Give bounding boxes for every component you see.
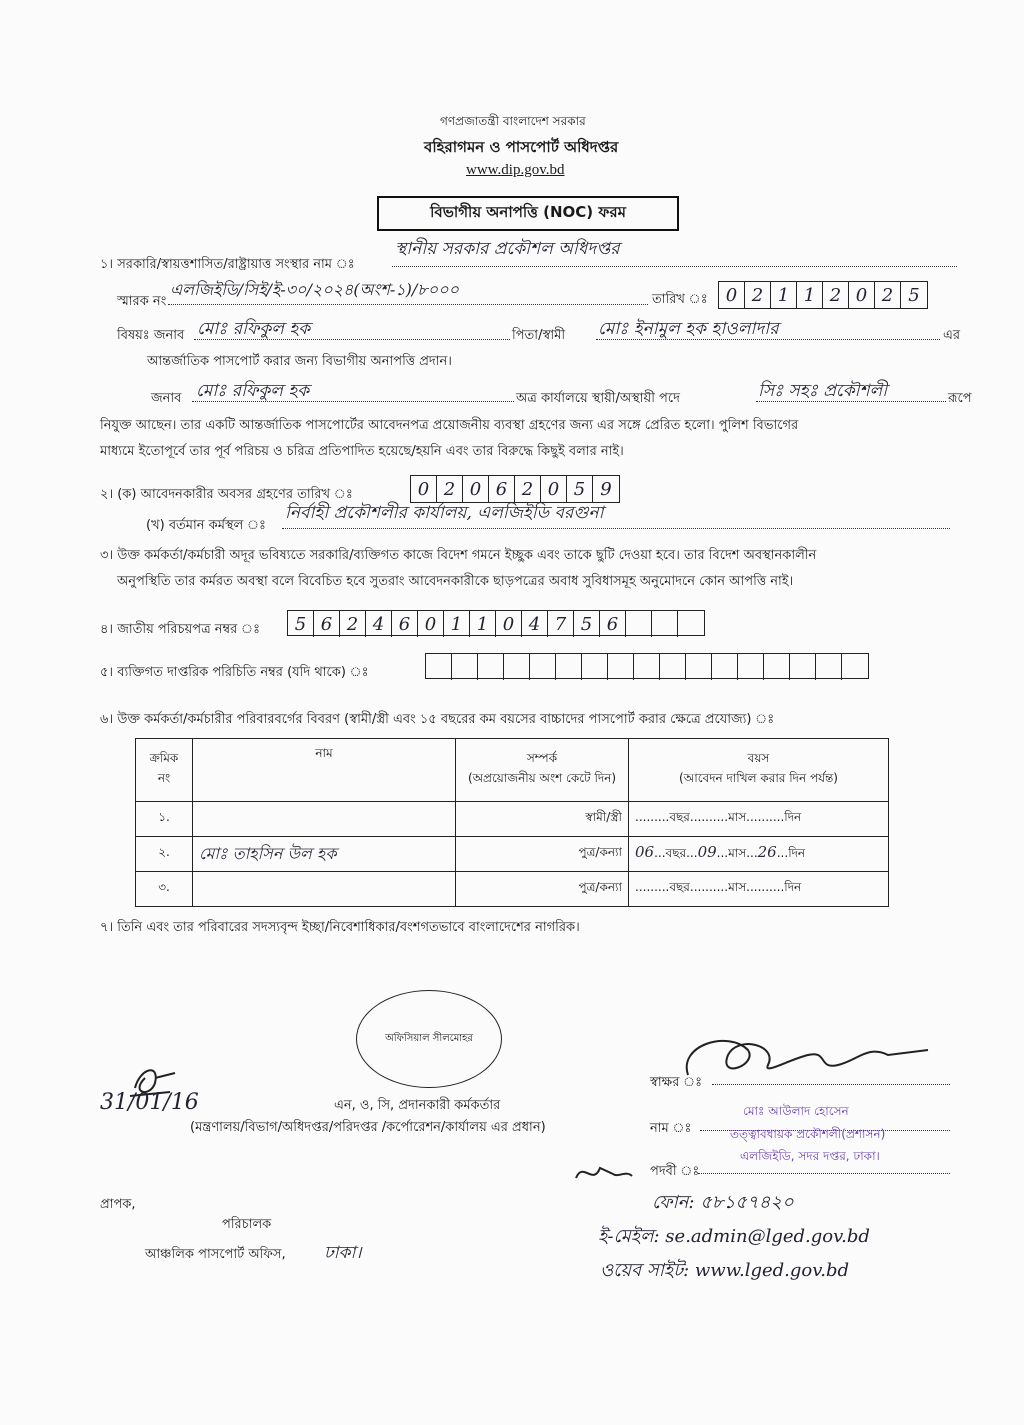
initial-date: 31/01/16	[100, 1090, 199, 1115]
nid-digit-box: 1	[444, 611, 470, 637]
dept-url: www.dip.gov.bd	[466, 162, 565, 178]
table-header-row	[136, 739, 889, 802]
office-id-digit-box	[816, 654, 842, 680]
row-relation: স্বামী/স্ত্রী	[456, 802, 629, 837]
date-digit-box: 2	[745, 282, 771, 308]
office-id-digit-box	[738, 654, 764, 680]
memo-label: স্মারক নং	[117, 294, 167, 309]
item3-line1: ৩। উক্ত কর্মকর্তা/কর্মচারী অদূর ভবিষ্যতে সরকারি/ব্যক্তিগত কাজে বিদেশ গমনে ইচ্ছুক এবং তাকে ছুটি দেওয়া হবে। তার বিদেশ অবস্থানকালীন	[100, 548, 817, 563]
nid-boxes	[287, 610, 705, 636]
office-id-digit-box	[556, 654, 582, 680]
row-name	[193, 872, 456, 907]
nid-digit-box	[626, 611, 652, 637]
row-age: .........বছর..........মাস..........দিন	[629, 872, 889, 907]
office-id-digit-box	[712, 654, 738, 680]
nid-digit-box: 4	[366, 611, 392, 637]
office-id-digit-box	[842, 654, 868, 680]
office-id-digit-box	[504, 654, 530, 680]
janab-label: জনাব	[151, 391, 182, 406]
date-digit-box: 5	[908, 284, 920, 306]
nid-digit-box	[678, 611, 704, 637]
issuer-line1: এন, ও, সি, প্রদানকারী কর্মকর্তার	[334, 1098, 501, 1113]
recipient-office: আঞ্চলিক পাসপোর্ট অফিস,	[145, 1247, 286, 1262]
nid-digit-box: 7	[548, 611, 574, 637]
office-id-digit-box	[634, 654, 660, 680]
father-suffix: এর	[943, 328, 961, 343]
date-boxes	[718, 281, 928, 309]
item1-label: ১। সরকারি/স্বায়ত্তশাসিত/রাষ্ট্রায়াত্ত সংস্থার নাম ঃ	[100, 257, 355, 272]
father-label: পিতা/স্বামী	[512, 328, 566, 343]
row-age: 06...বছর...09...মাস...26...দিন	[629, 837, 889, 872]
janab-name: মোঃ রফিকুল হক	[196, 381, 310, 401]
nid-digit-box: 4	[522, 611, 548, 637]
nid-digit-box: 5	[574, 611, 600, 637]
item6-label: ৬। উক্ত কর্মকর্তা/কর্মচারীর পরিবারবর্গের বিবরণ (স্বামী/স্ত্রী এবং ১৫ বছরের কম বয়সের বাচ্চাদের পাসপোর্ট করার ক্ষেত্রে প্রযোজ্য) ঃ	[100, 712, 775, 727]
website: ওয়েব সাইট: www.lged.gov.bd	[600, 1260, 850, 1281]
workplace-value: নির্বাহী প্রকৌশলীর কার্যালয়, এলজিইডি বরগুনা	[285, 503, 604, 523]
email: ই-মেইল: se.admin@lged.gov.bd	[598, 1226, 870, 1247]
stamp-post: তত্ত্বাবধায়ক প্রকৌশলী(প্রশাসন)	[730, 1127, 886, 1141]
row-name	[193, 802, 456, 837]
row-serial: ৩.	[136, 872, 193, 907]
serial-header: ক্রমিক নং	[136, 739, 193, 802]
office-id-digit-box	[582, 654, 608, 680]
table-row	[136, 837, 889, 872]
retirement-digit-box: 9	[600, 478, 612, 500]
retirement-date-boxes	[410, 475, 620, 503]
row-serial: ২.	[136, 837, 193, 872]
nid-digit-box: 6	[600, 611, 626, 637]
item2a-label: ২। (ক) আবেদনকারীর অবসর গ্রহণের তারিখ ঃ	[100, 487, 353, 502]
date-digit-box: 1	[771, 282, 797, 308]
row-relation: পুত্র/কন্যা	[456, 837, 629, 872]
stamp-office: এলজিইডি, সদর দপ্তর, ঢাকা।	[740, 1149, 880, 1163]
table-row	[136, 872, 889, 907]
office-id-digit-box	[452, 654, 478, 680]
sign-label: স্বাক্ষর ঃ	[650, 1075, 703, 1090]
nid-digit-box: 1	[470, 611, 496, 637]
org-name: স্থানীয় সরকার প্রকৌশল অধিদপ্তর	[395, 239, 620, 259]
office-id-digit-box	[790, 654, 816, 680]
subject-line2: আন্তর্জাতিক পাসপোর্ট করার জন্য বিভাগীয় অনাপত্তি প্রদান।	[147, 354, 452, 369]
item3-line2: অনুপস্থিতি তার কর্মরত অবস্থা বলে বিবেচিত হবে সুতরাং আবেদনকারীকে ছাড়পত্রের অবাধ সুবিধাসমূহ অনুমোদনে কোন আপত্তি নাই।	[117, 574, 794, 589]
nid-digit-box: 0	[418, 611, 444, 637]
form-title: বিভাগীয় অনাপত্তি (NOC) ফরম	[377, 196, 679, 231]
age-note: (আবেদন দাখিল করার দিন পর্যন্ত)	[679, 771, 838, 785]
stamp-name: মোঃ আউলাদ হোসেন	[743, 1104, 849, 1118]
official-seal: অফিসিয়াল সীলমোহর	[356, 990, 502, 1088]
office-id-digit-box	[426, 654, 452, 680]
rupe-text: রূপে	[948, 391, 972, 406]
item4-label: ৪। জাতীয় পরিচয়পত্র নম্বর ঃ	[100, 622, 261, 637]
office-id-digit-box	[530, 654, 556, 680]
retirement-digit-box: 5	[567, 476, 593, 502]
nid-digit-box	[652, 611, 678, 637]
para2: মাধ্যমে ইতোপূর্বে তার পূর্ব পরিচয় ও চরিত্র প্রতিপাদিত হয়েছে/হয়নি এবং তার বিরুদ্ধে কিছুই বলার নাই।	[100, 444, 624, 459]
memo-number: এলজিইডি/সিই/ই-৩০/২০২৪(অংশ-১)/৮০০০	[170, 280, 459, 299]
item5-label: ৫। ব্যক্তিগত দাপ্তরিক পরিচিতি নম্বর (যদি থাকে) ঃ	[100, 665, 369, 680]
date-digit-box: 2	[875, 282, 901, 308]
nid-digit-box: 6	[392, 611, 418, 637]
name-header: নাম	[193, 739, 456, 802]
subject-label: বিষয়ঃ জনাব	[117, 328, 185, 343]
recipient-label: প্রাপক,	[100, 1197, 136, 1212]
row-serial: ১.	[136, 802, 193, 837]
retirement-digit-box: 0	[463, 476, 489, 502]
gov-heading: গণপ্রজাতন্ত্রী বাংলাদেশ সরকার	[440, 114, 586, 128]
retirement-digit-box: 2	[515, 476, 541, 502]
date-label: তারিখ ঃ	[652, 292, 708, 307]
nid-digit-box: 6	[314, 611, 340, 637]
post-label: পদবী ঃ	[650, 1164, 700, 1179]
relation-header: সম্পর্ক	[526, 751, 558, 765]
retirement-digit-box: 2	[437, 476, 463, 502]
small-initial	[568, 1156, 638, 1191]
office-id-digit-box	[478, 654, 504, 680]
row-name: মোঃ তাহসিন উল হক	[193, 837, 456, 872]
retirement-digit-box: 0	[541, 476, 567, 502]
phone: ফোন: ৫৮১৫৭৪২০	[652, 1192, 794, 1213]
age-header: বয়স	[747, 751, 770, 765]
date-digit-box: 0	[719, 282, 745, 308]
date-digit-box: 0	[849, 282, 875, 308]
item2b-label: (খ) বর্তমান কর্মস্থল ঃ	[146, 518, 266, 533]
office-id-boxes	[425, 653, 869, 679]
office-text: অত্র কার্যালয়ে স্থায়ী/অস্থায়ী পদে	[516, 391, 680, 406]
family-table	[135, 738, 889, 907]
row-age: .........বছর..........মাস..........দিন	[629, 802, 889, 837]
nid-digit-box: 2	[340, 611, 366, 637]
table-row	[136, 802, 889, 837]
date-digit-box: 2	[823, 282, 849, 308]
relation-note: (অপ্রয়োজনীয় অংশ কেটে দিন)	[467, 771, 617, 785]
dept-heading: বহিরাগমন ও পাসপোর্ট অধিদপ্তর	[424, 138, 619, 156]
retirement-digit-box: 0	[411, 476, 437, 502]
item7-text: ৭। তিনি এবং তার পরিবারের সদস্যবৃন্দ ইচ্ছা/নিবেশাধিকার/বংশগতভাবে বাংলাদেশের নাগরিক।	[100, 920, 580, 935]
recipient-city: ঢাকা।	[324, 1243, 362, 1263]
subject-name: মোঃ রফিকুল হক	[197, 319, 311, 339]
office-id-digit-box	[764, 654, 790, 680]
name-label: নাম ঃ	[650, 1121, 692, 1136]
post-value: সিঃ সহঃ প্রকৌশলী	[758, 381, 888, 401]
para1: নিযুক্ত আছেন। তার একটি আন্তর্জাতিক পাসপোর্টের আবেদনপত্র প্রয়োজনীয় ব্যবস্থা গ্রহণের জন্য এর সঙ্গে প্রেরিত হলো। পুলিশ বিভাগের	[100, 418, 799, 433]
date-digit-box: 1	[797, 282, 823, 308]
office-id-digit-box	[608, 654, 634, 680]
nid-digit-box: 0	[496, 611, 522, 637]
office-id-digit-box	[660, 654, 686, 680]
row-relation: পুত্র/কন্যা	[456, 872, 629, 907]
nid-digit-box: 5	[288, 611, 314, 637]
father-name: মোঃ ইনামুল হক হাওলাদার	[598, 319, 779, 339]
issuer-line2: (মন্ত্রণালয়/বিভাগ/অধিদপ্তর/পরিদপ্তর /কর্পোরেশন/কার্যালয় এর প্রধান)	[190, 1120, 546, 1135]
office-id-digit-box	[686, 654, 712, 680]
recipient-title: পরিচালক	[222, 1217, 272, 1232]
retirement-digit-box: 6	[489, 476, 515, 502]
